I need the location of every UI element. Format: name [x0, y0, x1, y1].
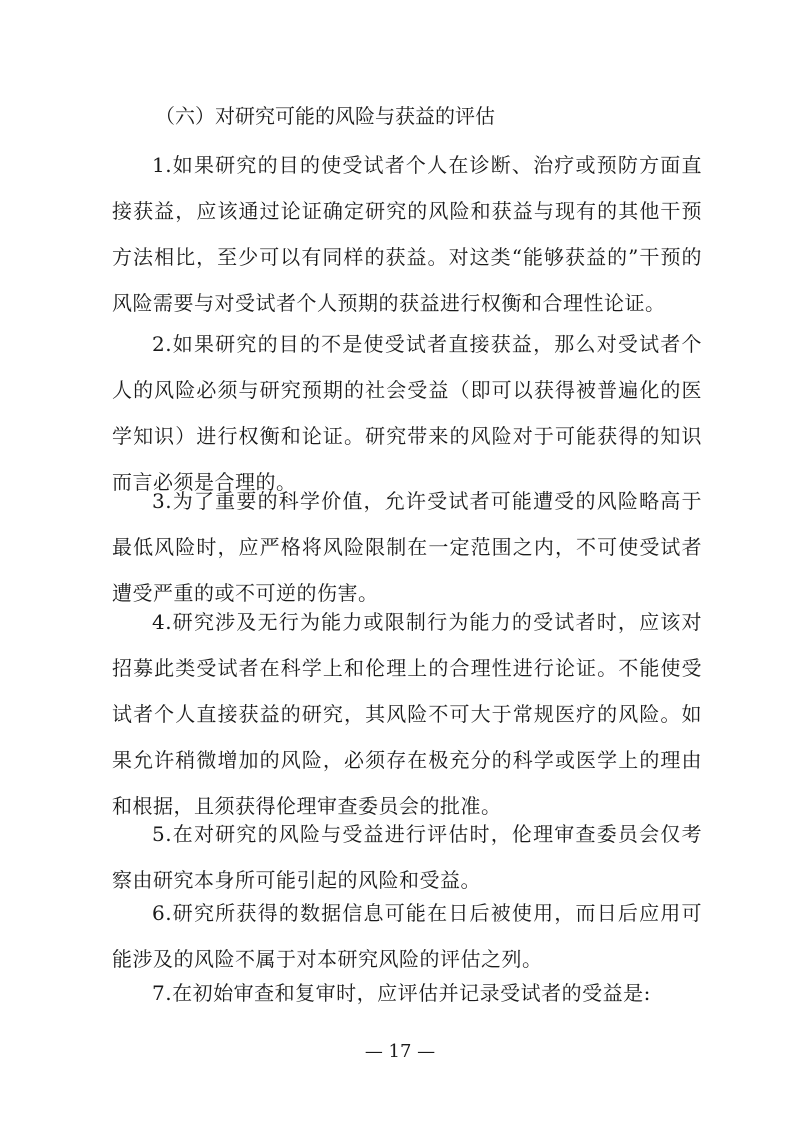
- paragraph-2: 2.如果研究的目的不是使受试者直接获益，那么对受试者个人的风险必须与研究预期的社会受益（即可以获得被普遍化的医学知识）进行权衡和论证。研究带来的风险对于可能获得的知识而言必须是合理的。: [112, 332, 702, 494]
- paragraph-7: 7.在初始审查和复审时，应评估并记录受试者的受益是:: [152, 981, 651, 1005]
- paragraph-6: 6.研究所获得的数据信息可能在日后被使用，而日后应用可能涉及的风险不属于对本研究风险的评估之列。: [112, 901, 702, 971]
- paragraph-5: 5.在对研究的风险与受益进行评估时，伦理审查委员会仅考察由研究本身所可能引起的风险和受益。: [112, 822, 702, 892]
- page-number: — 17 —: [364, 1041, 436, 1062]
- paragraph-3: 3.为了重要的科学价值，允许受试者可能遭受的风险略高于最低风险时，应严格将风险限制在一定范围之内，不可使受试者遭受严重的或不可逆的伤害。: [112, 489, 702, 605]
- section-title: （六）对研究可能的风险与获益的评估: [155, 104, 495, 128]
- paragraph-4: 4.研究涉及无行为能力或限制行为能力的受试者时，应该对招募此类受试者在科学上和伦理上的合理性进行论证。不能使受试者个人直接获益的研究，其风险不可大于常规医疗的风险。如果允许稍微增加的风险，必须存在极充分的科学或医学上的理由和根据，且须获得伦理审查委员会的批准。: [112, 610, 702, 818]
- paragraph-1: 1.如果研究的目的使受试者个人在诊断、治疗或预防方面直接获益，应该通过论证确定研究的风险和获益与现有的其他干预方法相比，至少可以有同样的获益。对这类“能够获益的”干预的风险需要与对受试者个人预期的获益进行权衡和合理性论证。: [112, 153, 702, 315]
